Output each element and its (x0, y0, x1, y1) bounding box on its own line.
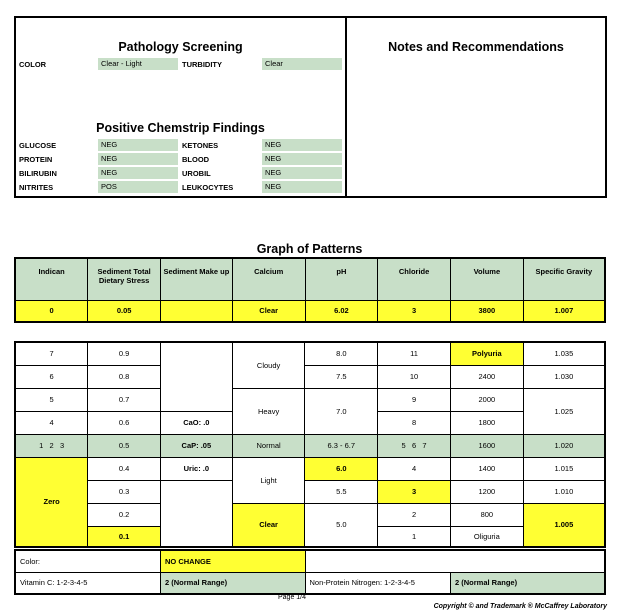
chem-label: NITRITES (19, 183, 54, 192)
graph-header-table (14, 257, 606, 323)
indican-level: 7 (15, 342, 88, 365)
chem-value: NEG (262, 167, 342, 179)
stress-level: 0.6 (88, 411, 161, 434)
stress-level: 0.4 (88, 457, 161, 480)
volume-level: Oliguria (450, 526, 523, 547)
turbidity-value: Clear (262, 58, 342, 70)
vitamin-c-value: 2 (Normal Range) (160, 572, 305, 594)
header-gravity: Specific Gravity (523, 258, 605, 300)
color-label: COLOR (19, 60, 47, 69)
gravity-level: 1.005 (523, 503, 605, 547)
result-indican: 0 (15, 300, 88, 322)
ph-level: 8.0 (305, 342, 378, 365)
indican-level: Zero (15, 457, 88, 547)
chem-value: NEG (98, 139, 178, 151)
volume-level: 1400 (450, 457, 523, 480)
chemstrip-row (19, 153, 344, 167)
ph-level: 5.5 (305, 480, 378, 503)
chloride-level: 2 (378, 503, 451, 526)
chem-value: POS (98, 181, 178, 193)
chloride-level: 1 (378, 526, 451, 547)
notes-title: Notes and Recommendations (388, 40, 564, 54)
header-stress: Sediment Total Dietary Stress (88, 258, 161, 300)
turbidity-label: TURBIDITY (182, 60, 222, 69)
indican-level: 4 (15, 411, 88, 434)
graph-title: Graph of Patterns (256, 242, 363, 256)
volume-level: 1600 (450, 434, 523, 457)
gravity-level: 1.020 (523, 434, 605, 457)
stress-level: 0.7 (88, 388, 161, 411)
scale-table (14, 341, 606, 548)
color-footer-blank (305, 550, 605, 572)
result-ph: 6.02 (305, 300, 378, 322)
chemstrip-row (19, 181, 344, 195)
indican-level: 6 (15, 365, 88, 388)
chloride-level: 3 (378, 480, 451, 503)
copyright: Copyright © and Trademark ® McCaffrey Laboratory (433, 603, 607, 610)
result-stress: 0.05 (88, 300, 161, 322)
chemstrip-grid (19, 139, 344, 195)
gravity-level: 1.035 (523, 342, 605, 365)
header-chloride: Chloride (378, 258, 451, 300)
calcium-level: Clear (232, 503, 305, 547)
stress-level: 0.9 (88, 342, 161, 365)
indican-level: 1 2 3 (15, 434, 88, 457)
result-chloride: 3 (378, 300, 451, 322)
chloride-level: 9 (378, 388, 451, 411)
makeup-level: CaO: .0 (160, 411, 232, 434)
header-ph: pH (305, 258, 378, 300)
calcium-level: Normal (232, 434, 305, 457)
stress-level: 0.5 (88, 434, 161, 457)
page-number: Page 1/4 (277, 594, 307, 601)
makeup-level: Uric: .0 (160, 457, 232, 480)
chem-label: GLUCOSE (19, 141, 57, 150)
color-footer-value: NO CHANGE (160, 550, 305, 572)
pathology-title: Pathology Screening (118, 40, 243, 54)
header-volume: Volume (450, 258, 523, 300)
chem-value: NEG (262, 181, 342, 193)
chemstrip-row (19, 167, 344, 181)
npn-value: 2 (Normal Range) (451, 572, 606, 594)
volume-level: 800 (450, 503, 523, 526)
chloride-level: 5 6 7 (378, 434, 451, 457)
indican-level: 5 (15, 388, 88, 411)
color-value: Clear - Light (98, 58, 178, 70)
chem-label: BILIRUBIN (19, 169, 57, 178)
stress-level: 0.1 (88, 526, 161, 547)
stress-level: 0.2 (88, 503, 161, 526)
result-volume: 3800 (450, 300, 523, 322)
chemstrip-row (19, 139, 344, 153)
header-indican: Indican (15, 258, 88, 300)
stress-level: 0.3 (88, 480, 161, 503)
chemstrip-title: Positive Chemstrip Findings (96, 121, 265, 135)
chloride-level: 10 (378, 365, 451, 388)
header-calcium: Calcium (232, 258, 305, 300)
npn-label: Non-Protein Nitrogen: 1-2-3-4-5 (305, 572, 451, 594)
ph-level: 6.0 (305, 457, 378, 480)
chem-label: UROBIL (182, 169, 211, 178)
chem-label: PROTEIN (19, 155, 53, 164)
gravity-level: 1.010 (523, 480, 605, 503)
volume-level: Polyuria (450, 342, 523, 365)
chem-label: KETONES (182, 141, 219, 150)
header-makeup: Sediment Make up (161, 258, 233, 300)
chem-value: NEG (262, 139, 342, 151)
volume-level: 1200 (450, 480, 523, 503)
result-calcium: Clear (232, 300, 305, 322)
gravity-level: 1.015 (523, 457, 605, 480)
calcium-level: Cloudy (232, 342, 305, 388)
calcium-level: Light (232, 457, 305, 503)
chem-label: LEUKOCYTES (182, 183, 234, 192)
result-makeup (161, 300, 233, 322)
makeup-level: CaP: .05 (160, 434, 232, 457)
chloride-level: 11 (378, 342, 451, 365)
gravity-level: 1.030 (523, 365, 605, 388)
chem-value: NEG (98, 153, 178, 165)
chem-value: NEG (262, 153, 342, 165)
volume-level: 2400 (450, 365, 523, 388)
chloride-level: 8 (378, 411, 451, 434)
volume-level: 2000 (450, 388, 523, 411)
chloride-level: 4 (378, 457, 451, 480)
footer-table (14, 549, 606, 595)
calcium-level: Heavy (232, 388, 305, 434)
ph-level: 7.0 (305, 388, 378, 434)
gravity-level: 1.025 (523, 388, 605, 434)
volume-level: 1800 (450, 411, 523, 434)
result-gravity: 1.007 (523, 300, 605, 322)
ph-level: 5.0 (305, 503, 378, 547)
stress-level: 0.8 (88, 365, 161, 388)
chem-value: NEG (98, 167, 178, 179)
vitamin-c-label: Vitamin C: 1-2-3-4-5 (15, 572, 160, 594)
color-footer-label: Color: (15, 550, 160, 572)
chem-label: BLOOD (182, 155, 210, 164)
ph-level: 7.5 (305, 365, 378, 388)
makeup-cell (160, 342, 232, 411)
makeup-cell (160, 480, 232, 547)
ph-level: 6.3 - 6.7 (305, 434, 378, 457)
